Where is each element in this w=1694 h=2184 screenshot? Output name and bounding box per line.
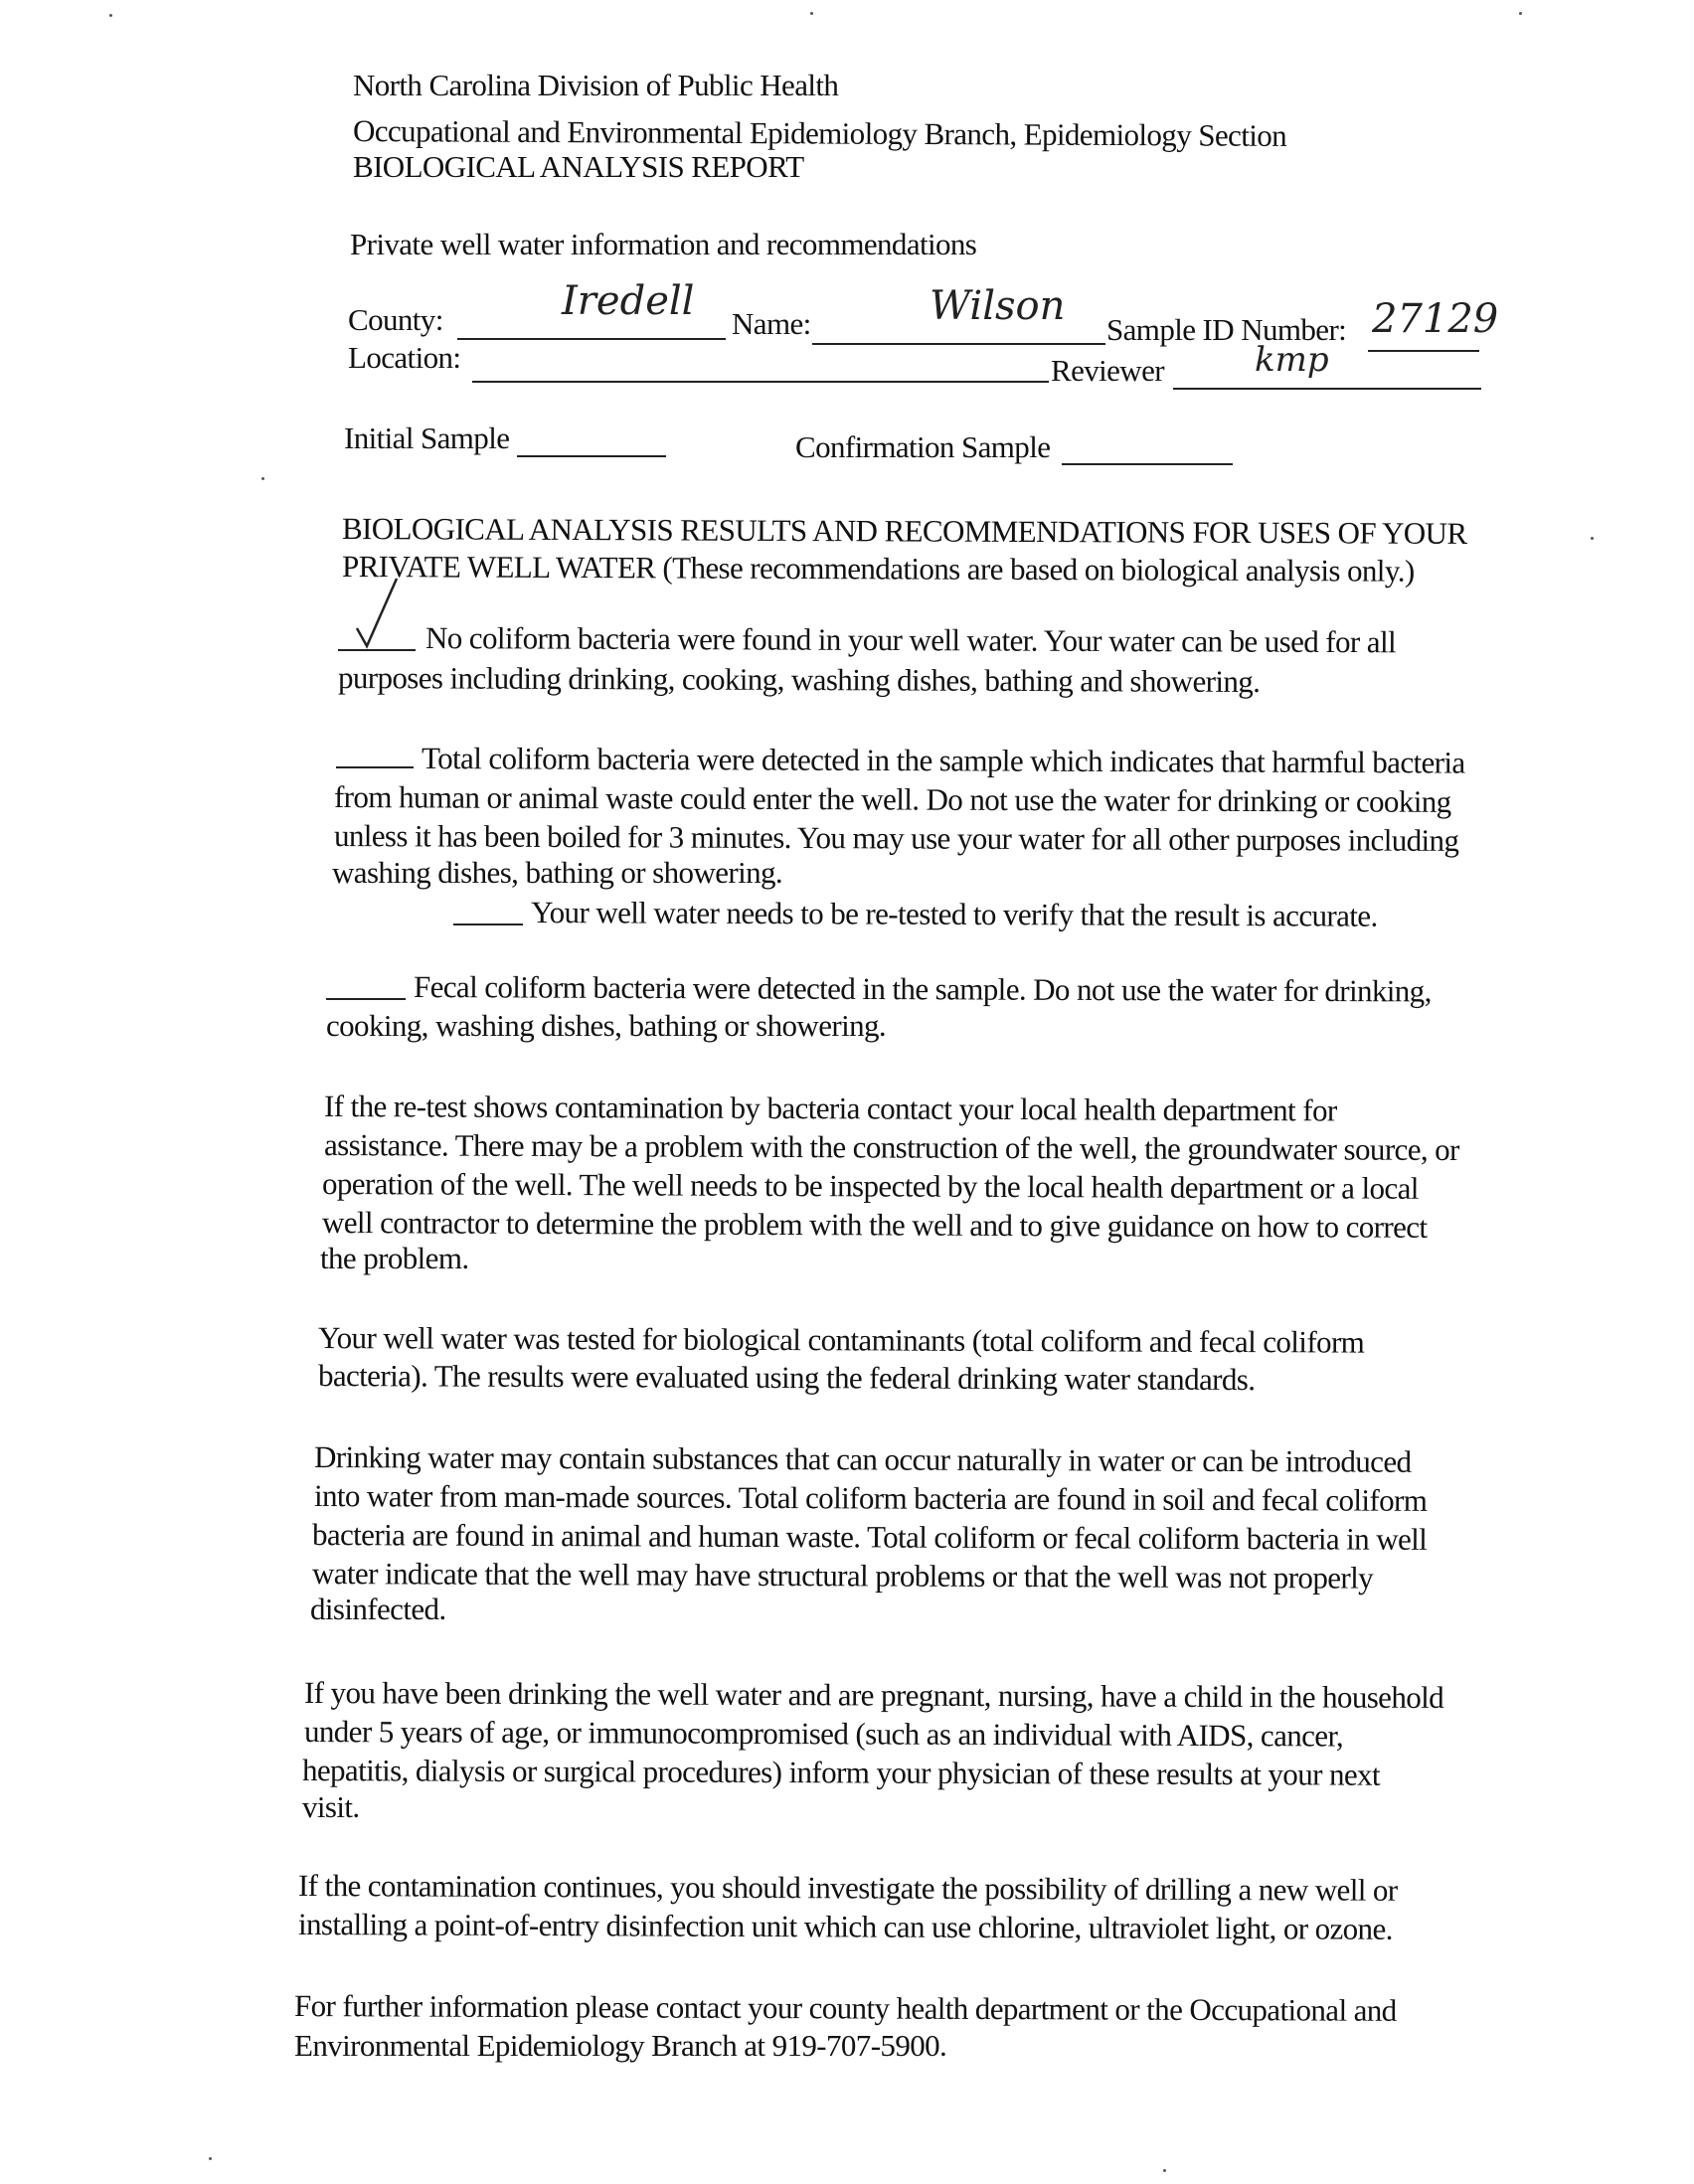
total-coliform-text-4: washing dishes, bathing or showering.	[332, 855, 783, 890]
total-coliform-blank[interactable]	[336, 766, 414, 768]
location-label: Location:	[348, 340, 461, 375]
scan-speck	[1519, 12, 1522, 15]
no-coliform-text-2: purposes including drinking, cooking, washing dishes, bathing and showering.	[337, 660, 1261, 700]
retest-contamination-line-1: If the re-test shows contamination by bacteria contact your local health department for	[323, 1089, 1337, 1128]
confirmation-sample-blank[interactable]	[1062, 463, 1233, 465]
drinking-water-line-5: disinfected.	[310, 1592, 446, 1626]
sample-id-field-line	[1368, 350, 1479, 352]
name-field-line	[812, 343, 1105, 345]
header-agency: North Carolina Division of Public Health	[353, 68, 839, 102]
retest-contamination-line-5: the problem.	[320, 1241, 469, 1275]
sample-id-label: Sample ID Number:	[1106, 312, 1347, 347]
county-field-line	[457, 338, 726, 340]
reviewer-label: Reviewer	[1051, 353, 1164, 388]
header-branch: Occupational and Environmental Epidemiology Branch, Epidemiology Section	[352, 113, 1287, 153]
scan-speck	[261, 477, 264, 480]
retest-contamination-line-3: operation of the well. The well needs to be inspected by the local health department or a local	[321, 1166, 1419, 1206]
initial-sample-blank[interactable]	[517, 455, 666, 457]
results-heading-line-2: PRIVATE WELL WATER (These recommendations are based on biological analysis only.)	[341, 549, 1415, 588]
fecal-coliform-text-2: cooking, washing dishes, bathing or showering.	[326, 1008, 887, 1043]
no-coliform-text-1: No coliform bacteria were found in your well water. Your water can be used for all	[424, 620, 1397, 660]
tested-for-line-2: bacteria). The results were evaluated using the federal drinking water standards.	[317, 1358, 1256, 1398]
confirmation-sample-label: Confirmation Sample	[795, 429, 1051, 464]
location-field-line[interactable]	[472, 381, 1049, 383]
drinking-water-line-2: into water from man-made sources. Total coliform bacteria are found in soil and fecal coliform	[313, 1478, 1428, 1518]
retest-blank[interactable]	[453, 924, 523, 925]
scan-speck	[1163, 2169, 1166, 2172]
scan-speck	[209, 2157, 212, 2160]
further-info-line-1: For further information please contact your county health department or the Occupational and	[293, 1988, 1397, 2028]
retest-contamination-line-2: assistance. There may be a problem with the construction of the well, the groundwater source, or	[323, 1127, 1459, 1167]
drinking-water-line-1: Drinking water may contain substances that can occur naturally in water or can be introduced	[313, 1439, 1412, 1479]
total-coliform-text-2: from human or animal waste could enter the well. Do not use the water for drinking or cooking	[333, 779, 1451, 819]
total-coliform-text-1: Total coliform bacteria were detected in the sample which indicates that harmful bacteria	[421, 741, 1465, 780]
sample-id-value[interactable]: 27129	[1372, 296, 1499, 342]
retest-contamination-line-4: well contractor to determine the problem with the well and to give guidance on how to correct	[321, 1205, 1428, 1245]
subtitle: Private well water information and recommendations	[350, 227, 977, 261]
health-advice-line-4: visit.	[302, 1789, 360, 1824]
tested-for-line-1: Your well water was tested for biological contaminants (total coliform and fecal coliform	[317, 1320, 1365, 1360]
health-advice-line-1: If you have been drinking the well water and are pregnant, nursing, have a child in the household	[303, 1675, 1444, 1716]
reviewer-value[interactable]: kmp	[1255, 340, 1329, 380]
initial-sample-label: Initial Sample	[344, 420, 510, 455]
name-label: Name:	[732, 306, 811, 341]
drinking-water-line-4: water indicate that the well may have structural problems or that the well was not properly	[311, 1556, 1374, 1596]
name-value[interactable]: Wilson	[930, 283, 1066, 329]
check-mark-icon	[353, 577, 413, 651]
retest-text: Your well water needs to be re-tested to verify that the result is accurate.	[530, 895, 1378, 933]
fecal-coliform-blank[interactable]	[326, 998, 406, 1000]
county-value[interactable]: Iredell	[562, 278, 695, 324]
fecal-coliform-text-1: Fecal coliform bacteria were detected in the sample. Do not use the water for drinking,	[413, 969, 1432, 1009]
further-info-line-2: Environmental Epidemiology Branch at 919-707-5900.	[294, 2028, 947, 2063]
drinking-water-line-3: bacteria are found in animal and human waste. Total coliform or fecal coliform bacteria in well	[311, 1517, 1428, 1557]
continued-contamination-line-1: If the contamination continues, you should investigate the possibility of drilling a new well or	[297, 1868, 1398, 1908]
continued-contamination-line-2: installing a point-of-entry disinfection unit which can use chlorine, ultraviolet light, or ozone.	[297, 1907, 1393, 1946]
scan-speck	[1591, 537, 1594, 540]
reviewer-field-line	[1173, 388, 1481, 390]
health-advice-line-2: under 5 years of age, or immunocompromised (such as an individual with AIDS, cancer,	[303, 1714, 1344, 1754]
health-advice-line-3: hepatitis, dialysis or surgical procedures) inform your physician of these results at your next	[301, 1753, 1381, 1792]
results-heading-line-1: BIOLOGICAL ANALYSIS RESULTS AND RECOMMENDATIONS FOR USES OF YOUR	[341, 511, 1467, 551]
county-label: County:	[348, 302, 443, 337]
scan-speck	[810, 12, 813, 15]
scan-speck	[109, 14, 112, 17]
report-title: BIOLOGICAL ANALYSIS REPORT	[353, 149, 804, 184]
total-coliform-text-3: unless it has been boiled for 3 minutes. You may use your water for all other purposes including	[333, 818, 1459, 858]
